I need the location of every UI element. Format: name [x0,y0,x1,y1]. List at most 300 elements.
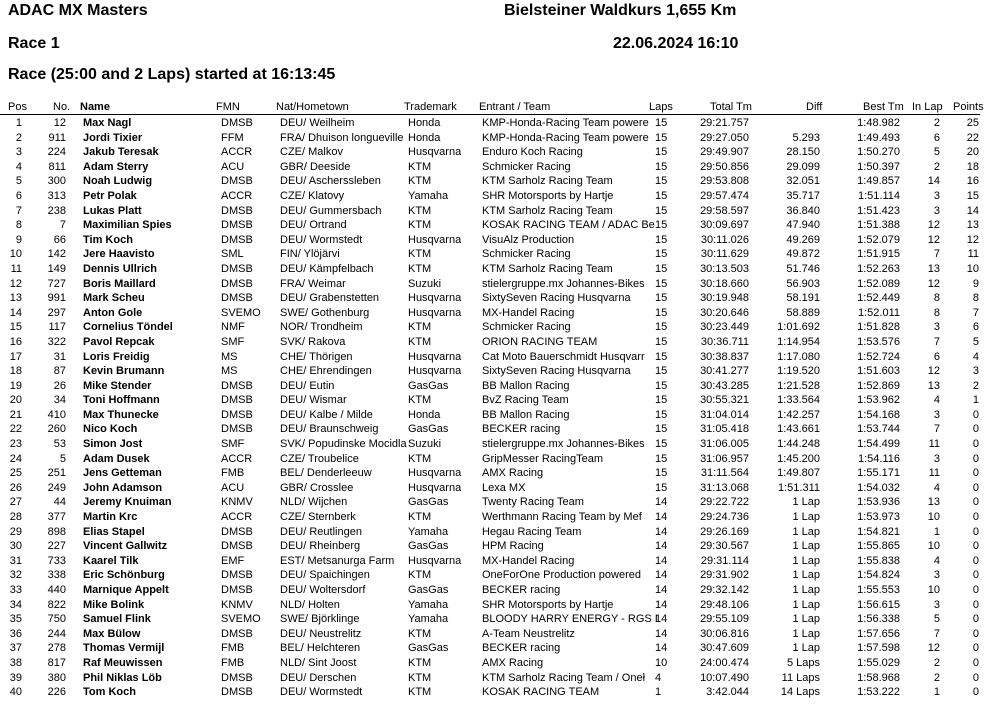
cell-best: 1:53.576 [857,335,900,348]
cell-name: Petr Polak [83,189,137,202]
cell-points: 18 [966,160,979,173]
cell-team: HPM Racing [482,540,544,553]
col-team: Entrant / Team [479,101,551,113]
cell-no: 822 [47,598,66,611]
cell-best: 1:53.222 [857,686,900,699]
cell-trademark: KTM [408,219,432,232]
cell-total: 29:24.736 [700,511,749,524]
cell-best: 1:56.338 [857,613,900,626]
cell-fmn: ACCR [221,511,253,524]
cell-trademark: Yamaha [408,189,449,202]
cell-fmn: MS [221,365,238,378]
cell-fmn: DMSB [221,671,253,684]
cell-inlap: 6 [933,131,940,144]
cell-team: ORION RACING TEAM [482,335,598,348]
cell-total: 30:19.948 [700,292,749,305]
cell-points: 13 [966,219,979,232]
cell-laps: 15 [655,481,668,494]
cell-name: Mike Bolink [83,598,145,611]
cell-pos: 8 [15,219,22,232]
cell-best: 1:51.388 [857,219,900,232]
cell-nat: NLD/ Sint Joost [280,656,357,669]
cell-no: 911 [48,131,66,144]
cell-pos: 6 [15,189,22,202]
cell-pos: 15 [9,321,22,334]
cell-no: 440 [47,584,66,596]
cell-total: 30:36.711 [700,335,749,348]
cell-laps: 15 [655,423,668,436]
cell-diff: 1:33.564 [777,394,820,407]
cell-trademark: KTM [408,627,432,640]
cell-name: Loris Freidig [83,350,150,363]
cell-name: Jeremy Knuiman [83,496,172,509]
cell-fmn: FFM [221,131,244,144]
cell-team: AMX Racing [482,656,544,669]
col-total: Total Tm [710,101,752,113]
cell-best: 1:50.270 [857,146,900,159]
cell-total: 31:13.068 [700,481,749,494]
cell-total: 29:58.597 [700,204,749,217]
cell-pos: 2 [15,131,22,144]
cell-pos: 37 [9,642,22,655]
cell-no: 750 [47,613,66,626]
table-row [0,422,980,437]
cell-nat: SWE/ Björklinge [280,613,360,626]
cell-best: 1:53.962 [857,394,900,407]
cell-no: 87 [53,365,66,378]
cell-inlap: 8 [933,306,940,319]
cell-laps: 10 [655,656,668,669]
cell-name: Simon Jost [83,438,143,451]
cell-diff: 49.872 [786,248,820,261]
cell-fmn: SVEMO [221,306,261,319]
cell-pos: 10 [9,248,22,261]
cell-pos: 24 [9,452,22,465]
cell-laps: 15 [655,204,668,217]
cell-no: 300 [47,175,66,188]
cell-pos: 26 [9,481,22,494]
cell-fmn: ACCR [221,452,253,465]
cell-inlap: 5 [933,146,940,159]
cell-trademark: GasGas [408,496,449,509]
cell-trademark: Husqvarna [408,233,462,246]
cell-nat: FRA/ Dhuison longueville [280,131,404,144]
cell-no: 44 [53,496,66,509]
cell-fmn: SMF [221,335,245,348]
cell-best: 1:55.865 [857,540,900,553]
cell-laps: 15 [655,233,668,246]
cell-inlap: 1 [933,525,940,538]
cell-trademark: GasGas [408,423,449,436]
cell-trademark: Yamaha [408,525,449,538]
cell-diff: 1 Lap [792,613,820,626]
cell-team: Hegau Racing Team [482,525,582,538]
cell-trademark: Yamaha [408,598,449,611]
cell-nat: DEU/ Neustrelitz [280,627,362,640]
cell-best: 1:52.011 [857,306,900,319]
table-row [0,262,980,277]
cell-inlap: 7 [933,248,940,261]
cell-name: Jere Haavisto [83,248,155,261]
cell-team: BECKER racing [482,584,561,596]
results-table-header [0,101,984,114]
cell-nat: SVK/ Rakova [280,335,346,348]
cell-diff: 11 Laps [781,671,820,684]
cell-fmn: DMSB [221,117,253,129]
cell-total: 31:11.564 [700,467,749,480]
cell-trademark: Honda [408,408,441,421]
col-name: Name [80,101,110,113]
track-title: Bielsteiner Waldkurs 1,655 Km [504,2,737,19]
cell-fmn: ACCR [221,146,253,159]
cell-best: 1:57.598 [857,642,900,655]
cell-name: Boris Maillard [83,277,156,290]
cell-nat: BEL/ Helchteren [280,642,361,655]
cell-nat: CZE/ Sternberk [280,511,356,524]
cell-fmn: SVEMO [221,613,261,626]
cell-fmn: DMSB [221,627,253,640]
cell-diff: 1:42.257 [777,408,820,421]
cell-points: 10 [966,262,979,275]
cell-team: BLOODY HARRY ENERGY - RGS I [482,613,658,626]
cell-pos: 23 [9,438,22,451]
cell-diff: 1:14.954 [777,335,820,348]
cell-trademark: Husqvarna [408,365,462,378]
cell-fmn: FMB [221,656,245,669]
table-row [0,160,980,175]
race-title: Race 1 [8,35,60,52]
cell-laps: 14 [655,511,668,524]
cell-trademark: Husqvarna [408,306,462,319]
cell-team: A-Team Neustrelitz [482,627,575,640]
cell-points: 4 [972,350,979,363]
cell-pos: 21 [9,408,22,421]
col-no: No. [53,101,71,113]
cell-points: 0 [972,686,979,699]
cell-points: 0 [972,569,979,582]
table-row [0,247,980,262]
table-row [0,641,980,656]
table-row [0,393,980,408]
cell-name: Noah Ludwig [83,175,153,188]
cell-best: 1:54.116 [857,452,900,465]
cell-diff: 1 Lap [792,554,820,567]
cell-inlap: 12 [927,365,940,378]
cell-laps: 15 [655,131,668,144]
cell-laps: 15 [655,321,668,334]
cell-pos: 40 [9,686,22,699]
cell-laps: 14 [655,627,668,640]
cell-laps: 15 [655,146,668,159]
cell-nat: GBR/ Deeside [280,160,351,173]
col-trademark: Trademark [404,101,457,113]
cell-laps: 15 [655,219,668,232]
cell-laps: 15 [655,379,668,392]
cell-team: KTM Sarholz Racing Team [482,204,613,217]
cell-best: 1:52.263 [857,262,900,275]
cell-team: KTM Sarholz Racing Team / Oneł [482,671,646,684]
cell-nat: DEU/ Kämpfelbach [280,262,374,275]
cell-total: 31:05.418 [700,423,749,436]
cell-points: 0 [972,613,979,626]
cell-team: Lexa MX [482,481,526,494]
cell-pos: 5 [15,175,22,188]
cell-nat: DEU/ Grabenstetten [280,292,380,305]
cell-laps: 14 [655,613,668,626]
cell-diff: 58.889 [786,306,820,319]
cell-trademark: KTM [408,686,432,699]
cell-no: 5 [59,452,66,465]
cell-name: Marnique Appelt [83,584,169,596]
cell-no: 377 [47,511,66,524]
cell-total: 30:43.285 [700,379,749,392]
cell-team: Twenty Racing Team [482,496,584,509]
cell-best: 1:54.499 [857,438,900,451]
cell-points: 8 [972,292,979,305]
cell-pos: 27 [9,496,22,509]
cell-no: 7 [59,219,66,232]
cell-fmn: DMSB [221,525,253,538]
cell-best: 1:55.838 [857,554,900,567]
cell-no: 727 [47,277,66,290]
cell-diff: 1:19.520 [777,365,820,378]
cell-total: 29:30.567 [700,540,749,553]
cell-points: 0 [972,408,979,421]
cell-pos: 32 [9,569,22,582]
cell-laps: 4 [655,671,662,684]
cell-team: KMP-Honda-Racing Team powere [482,117,649,129]
header-underline [0,114,980,115]
cell-pos: 22 [9,423,22,436]
cell-name: Eric Schönburg [83,569,165,582]
cell-points: 0 [972,584,979,596]
cell-points: 6 [972,321,979,334]
cell-team: KOSAK RACING TEAM / ADAC Be [482,219,655,232]
cell-team: stielergruppe.mx Johannes-Bikes [482,277,645,290]
cell-laps: 14 [655,496,668,509]
cell-inlap: 3 [933,598,940,611]
cell-fmn: ACCR [221,189,253,202]
col-diff: Diff [806,101,823,113]
cell-diff: 47.940 [786,219,820,232]
cell-best: 1:49.493 [857,131,900,144]
cell-total: 30:41.277 [700,365,749,378]
cell-no: 338 [47,569,66,582]
cell-no: 991 [47,292,66,305]
cell-fmn: DMSB [221,569,253,582]
cell-fmn: KNMV [221,598,253,611]
cell-no: 278 [47,642,66,655]
cell-fmn: EMF [221,554,245,567]
cell-team: Schmicker Racing [482,160,571,173]
cell-pos: 14 [9,306,22,319]
table-row [0,671,980,686]
cell-points: 0 [972,540,979,553]
table-row [0,685,980,700]
cell-trademark: KTM [408,656,432,669]
cell-nat: CHE/ Thörigen [280,350,353,363]
series-title: ADAC MX Masters [8,2,148,19]
table-row [0,510,980,525]
cell-laps: 1 [655,686,662,699]
cell-trademark: Husqvarna [408,292,462,305]
cell-points: 16 [966,175,979,188]
cell-laps: 14 [655,598,668,611]
cell-total: 31:06.957 [700,452,749,465]
cell-team: Cat Moto Bauerschmidt Husqvarr [482,350,645,363]
cell-name: Maximilian Spies [83,219,172,232]
cell-best: 1:48.982 [857,117,900,129]
table-row [0,131,980,146]
cell-pos: 13 [9,292,22,305]
cell-inlap: 3 [933,452,940,465]
col-nat: Nat/Hometown [276,101,349,113]
results-table-body [0,116,980,700]
cell-total: 30:47.609 [700,642,749,655]
table-row [0,598,980,613]
cell-name: Mike Stender [83,379,152,392]
cell-name: Phil Niklas Löb [83,671,162,684]
cell-points: 14 [966,204,979,217]
cell-no: 238 [47,204,66,217]
cell-no: 811 [48,160,66,173]
cell-trademark: Husqvarna [408,350,462,363]
cell-name: Max Bülow [83,627,141,640]
cell-trademark: KTM [408,175,432,188]
cell-fmn: DMSB [221,423,253,436]
table-row [0,364,980,379]
cell-fmn: NMF [221,321,245,334]
cell-total: 30:38.837 [700,350,749,363]
cell-trademark: KTM [408,569,432,582]
table-row [0,204,980,219]
cell-name: Jens Getteman [83,467,162,480]
cell-best: 1:57.656 [857,627,900,640]
cell-fmn: FMB [221,642,245,655]
cell-nat: DEU/ Braunschweig [280,423,379,436]
cell-trademark: KTM [408,160,432,173]
cell-fmn: SMF [221,438,245,451]
cell-diff: 29.099 [786,160,820,173]
cell-no: 260 [47,423,66,436]
cell-laps: 14 [655,642,668,655]
cell-trademark: Honda [408,131,441,144]
col-points: Points [953,101,984,113]
cell-points: 3 [972,365,979,378]
cell-trademark: KTM [408,452,432,465]
cell-pos: 4 [15,160,22,173]
table-row [0,320,980,335]
cell-fmn: DMSB [221,408,253,421]
cell-pos: 35 [9,613,22,626]
cell-inlap: 12 [927,233,940,246]
cell-pos: 20 [9,394,22,407]
cell-nat: BEL/ Denderleeuw [280,467,372,480]
cell-fmn: DMSB [221,233,253,246]
cell-trademark: GasGas [408,584,449,596]
cell-total: 29:31.902 [700,569,749,582]
cell-points: 0 [972,496,979,509]
cell-team: SixtySeven Racing Husqvarna [482,365,631,378]
cell-nat: DEU/ Kalbe / Milde [280,408,373,421]
cell-no: 817 [47,656,66,669]
cell-total: 31:06.005 [700,438,749,451]
table-row [0,291,980,306]
cell-fmn: DMSB [221,262,253,275]
cell-name: John Adamson [83,481,163,494]
cell-laps: 15 [655,189,668,202]
cell-name: Toni Hoffmann [83,394,160,407]
col-pos: Pos [8,101,27,113]
cell-nat: EST/ Metsanurga Farm [280,554,395,567]
cell-no: 66 [53,233,66,246]
cell-name: Max Thunecke [83,408,159,421]
cell-team: GripMesser RacingTeam [482,452,604,465]
cell-pos: 18 [9,365,22,378]
cell-best: 1:50.397 [857,160,900,173]
cell-team: AMX Racing [482,467,544,480]
cell-trademark: Husqvarna [408,481,462,494]
cell-nat: DEU/ Ascherssleben [280,175,381,188]
cell-laps: 15 [655,365,668,378]
cell-best: 1:51.114 [857,189,900,202]
cell-inlap: 10 [927,584,940,596]
col-laps: Laps [649,101,673,113]
cell-best: 1:52.079 [857,233,900,246]
cell-laps: 15 [655,248,668,261]
cell-points: 0 [972,627,979,640]
cell-team: Werthmann Racing Team by Mef [482,511,642,524]
cell-no: 26 [53,379,66,392]
cell-inlap: 10 [927,511,940,524]
race-datetime: 22.06.2024 16:10 [613,35,739,52]
cell-team: VisuAlz Production [482,233,575,246]
table-row [0,568,980,583]
cell-diff: 1:51.311 [777,481,820,494]
cell-trademark: Husqvarna [408,146,462,159]
cell-nat: DEU/ Wormstedt [280,686,363,699]
cell-no: 117 [48,321,66,334]
cell-total: 29:53.808 [700,175,749,188]
cell-no: 380 [47,671,66,684]
cell-nat: CZE/ Troubelice [280,452,359,465]
cell-team: BECKER racing [482,642,561,655]
cell-total: 30:09.697 [700,219,749,232]
cell-points: 7 [972,306,979,319]
cell-pos: 28 [9,511,22,524]
cell-name: Jakub Teresak [83,146,159,159]
cell-name: Cornelius Töndel [83,321,173,334]
cell-name: Anton Gole [83,306,143,319]
cell-no: 898 [47,525,66,538]
cell-inlap: 7 [933,335,940,348]
table-row [0,583,980,598]
cell-no: 224 [47,146,66,159]
cell-trademark: KTM [408,321,432,334]
table-row [0,452,980,467]
cell-team: SHR Motorsports by Hartje [482,189,614,202]
cell-trademark: Honda [408,117,441,129]
cell-no: 313 [47,189,66,202]
cell-diff: 35.717 [786,189,820,202]
cell-inlap: 8 [933,292,940,305]
table-row [0,656,980,671]
table-row [0,525,980,540]
cell-diff: 1:43.661 [777,423,820,436]
cell-pos: 9 [15,233,22,246]
cell-name: Lukas Platt [83,204,142,217]
cell-no: 251 [47,467,66,480]
